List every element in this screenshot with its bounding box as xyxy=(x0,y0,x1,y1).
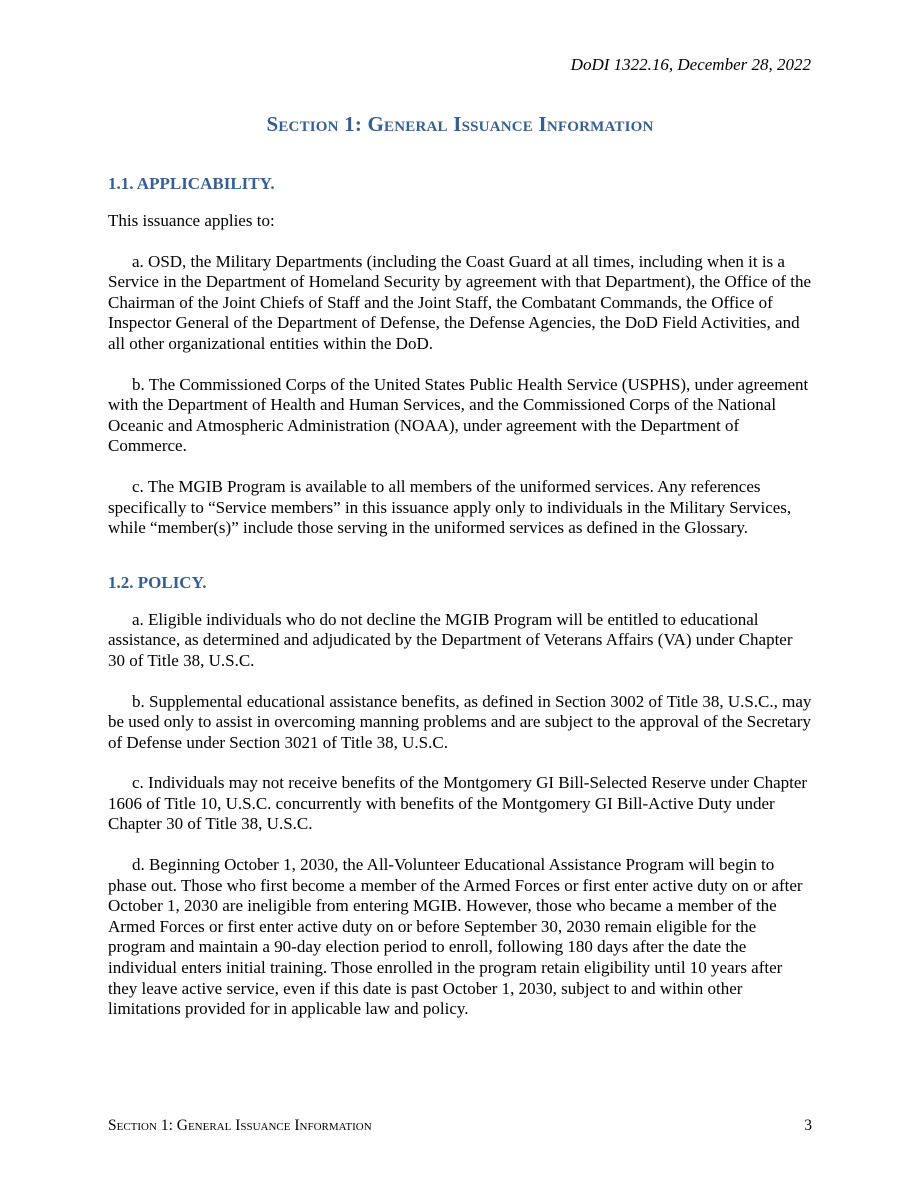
applicability-paragraph-a: a. OSD, the Military Departments (including the Coast Guard at all times, including when it is a Service in the Department of Homeland Security by agreement with that Department), the Office of the Chairman of the Joint Chiefs of Staff and the Joint Staff, the Combatant Commands, the Office of Inspector General of the Department of Defense, the Defense Agencies, the DoD Field Activities, and all other organizational entities within the DoD. xyxy=(108,251,812,353)
policy-heading: 1.2. POLICY. xyxy=(108,572,207,592)
footer-section-label: Section 1: General Issuance Information xyxy=(108,1117,372,1134)
applicability-paragraph-c: c. The MGIB Program is available to all members of the uniformed services. Any references specifically to “Service members” in this issuance apply only to individuals in the Military Services, while “member(s)” include those serving in the uniformed services as defined in the Glossary. xyxy=(108,476,792,538)
page-number: 3 xyxy=(804,1117,812,1134)
applicability-heading: 1.1. APPLICABILITY. xyxy=(108,174,275,193)
policy-paragraph-b: b. Supplemental educational assistance benefits, as defined in Section 3002 of Title 38, U.S.C., may be used only to assist in overcoming manning problems and are subject to the approval of the Secretary of Defense under Section 3021 of Title 38, U.S.C. xyxy=(108,691,812,752)
policy-paragraph-a: a. Eligible individuals who do not decline the MGIB Program will be entitled to educational assistance, as determined and adjudicated by the Department of Veterans Affairs (VA) under Chapter 30 of Title 38, U.S.C. xyxy=(108,609,793,670)
applicability-paragraph-b: b. The Commissioned Corps of the United States Public Health Service (USPHS), under agreement with the Department of Health and Human Services, and the Commissioned Corps of the National Oceanic and Atmospheric Administration (NOAA), under agreement with the Department of Commerce. xyxy=(108,374,809,456)
page-header-doc-ref: DoDI 1322.16, December 28, 2022 xyxy=(570,55,811,74)
applicability-intro: This issuance applies to: xyxy=(108,211,275,230)
policy-paragraph-c: c. Individuals may not receive benefits of the Montgomery GI Bill-Selected Reserve under Chapter 1606 of Title 10, U.S.C. concurrently with benefits of the Montgomery GI Bill-Active Duty under Chapter 30 of Title 38, U.S.C. xyxy=(108,773,808,834)
document-body xyxy=(108,174,812,1040)
section-title: Section 1: General Issuance Information xyxy=(266,112,654,136)
page-footer xyxy=(108,1117,812,1135)
policy-paragraph-d: d. Beginning October 1, 2030, the All-Volunteer Educational Assistance Program will begin to phase out. Those who first become a member of the Armed Forces or first enter active duty on or after October 1, 2030 are ineligible from entering MGIB. However, those who became a member of the Armed Forces or first enter active duty on or before September 30, 2030 remain eligible for the program and maintain a 90-day election period to enroll, following 180 days after the date the individual enters initial training. Those enrolled in the program retain eligibility until 10 years after they leave active service, even if this date is past October 1, 2030, subject to and within other limitations provided for in applicable law and policy. xyxy=(108,855,803,1019)
